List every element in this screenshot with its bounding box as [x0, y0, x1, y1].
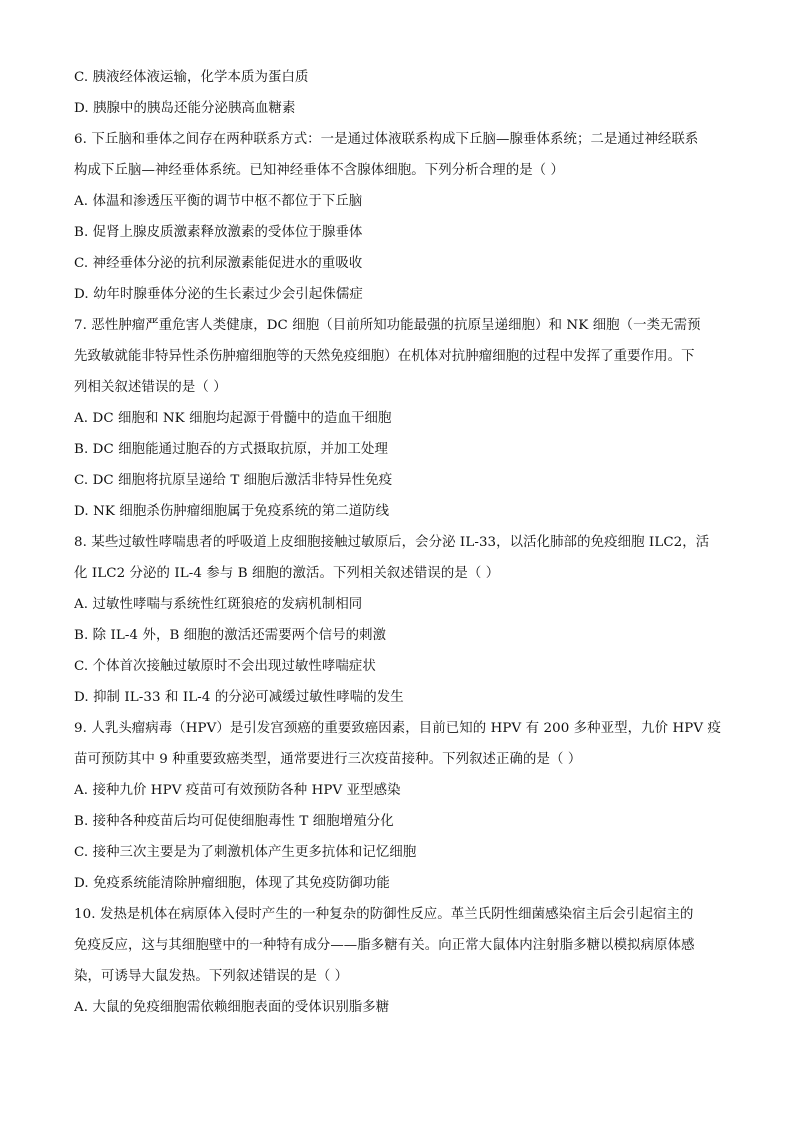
question-stem-line: 构成下丘脑—神经垂体系统。已知神经垂体不含腺体细胞。下列分析合理的是（ ）	[74, 163, 565, 178]
option-line: C. DC 细胞将抗原呈递给 T 细胞后激活非特异性免疫	[74, 473, 393, 488]
question-9	[74, 713, 724, 899]
option-line: D. 抑制 IL-33 和 IL-4 的分泌可减缓过敏性哮喘的发生	[74, 690, 404, 705]
document-page	[74, 62, 724, 1023]
question-stem-line: 列相关叙述错误的是（ ）	[74, 380, 227, 395]
option-line: D. 免疫系统能清除肿瘤细胞，体现了其免疫防御功能	[74, 876, 390, 891]
question-stem-line: 苗可预防其中 9 种重要致癌类型，通常要进行三次疫苗接种。下列叙述正确的是（ ）	[74, 752, 582, 767]
question-7	[74, 310, 724, 527]
option-line: B. DC 细胞能通过胞吞的方式摄取抗原，并加工处理	[74, 442, 389, 457]
option-line: B. 接种各种疫苗后均可促使细胞毒性 T 细胞增殖分化	[74, 814, 394, 829]
previous-question-options	[74, 62, 724, 124]
question-stem-line: 先致敏就能非特异性杀伤肿瘤细胞等的天然免疫细胞）在机体对抗肿瘤细胞的过程中发挥了重要作用。下	[74, 349, 695, 364]
option-line: D. 幼年时腺垂体分泌的生长素过少会引起侏儒症	[74, 287, 363, 302]
option-line: A. 体温和渗透压平衡的调节中枢不都位于下丘脑	[74, 194, 363, 209]
option-line: D. NK 细胞杀伤肿瘤细胞属于免疫系统的第二道防线	[74, 504, 390, 519]
question-8	[74, 527, 724, 713]
question-stem-line: 7. 恶性肿瘤严重危害人类健康，DC 细胞（目前所知功能最强的抗原呈递细胞）和 NK 细胞（一类无需预	[74, 318, 701, 333]
question-stem-line: 6. 下丘脑和垂体之间存在两种联系方式：一是通过体液联系构成下丘脑—腺垂体系统；二是通过神经联系	[74, 132, 699, 147]
option-line: A. 接种九价 HPV 疫苗可有效预防各种 HPV 亚型感染	[74, 783, 401, 798]
question-6	[74, 124, 724, 310]
question-stem-line: 8. 某些过敏性哮喘患者的呼吸道上皮细胞接触过敏原后，会分泌 IL-33，以活化肺部的免疫细胞 ILC2，活	[74, 535, 710, 550]
question-stem-line: 化 ILC2 分泌的 IL-4 参与 B 细胞的激活。下列相关叙述错误的是（ ）	[74, 566, 500, 581]
option-line: C. 个体首次接触过敏原时不会出现过敏性哮喘症状	[74, 659, 376, 674]
question-stem-line: 染，可诱导大鼠发热。下列叙述错误的是（ ）	[74, 969, 349, 984]
question-stem-line: 免疫反应，这与其细胞壁中的一种特有成分——脂多糖有关。向正常大鼠体内注射脂多糖以模拟病原体感	[74, 938, 695, 953]
option-line: D. 胰腺中的胰岛还能分泌胰高血糖素	[74, 101, 296, 116]
question-stem-line: 10. 发热是机体在病原体入侵时产生的一种复杂的防御性反应。革兰氏阴性细菌感染宿主后会引起宿主的	[74, 907, 694, 922]
question-10	[74, 899, 724, 1023]
option-line: A. 大鼠的免疫细胞需依赖细胞表面的受体识别脂多糖	[74, 1000, 390, 1015]
option-line: B. 促肾上腺皮质激素释放激素的受体位于腺垂体	[74, 225, 363, 240]
option-line: C. 神经垂体分泌的抗利尿激素能促进水的重吸收	[74, 256, 363, 271]
option-line: C. 胰液经体液运输，化学本质为蛋白质	[74, 70, 309, 85]
option-line: A. 过敏性哮喘与系统性红斑狼疮的发病机制相同	[74, 597, 363, 612]
option-line: B. 除 IL-4 外，B 细胞的激活还需要两个信号的刺激	[74, 628, 387, 643]
option-line: C. 接种三次主要是为了刺激机体产生更多抗体和记忆细胞	[74, 845, 417, 860]
option-line: A. DC 细胞和 NK 细胞均起源于骨髓中的造血干细胞	[74, 411, 392, 426]
question-stem-line: 9. 人乳头瘤病毒（HPV）是引发宫颈癌的重要致癌因素，目前已知的 HPV 有 200 多种亚型，九价 HPV 疫	[74, 721, 721, 736]
